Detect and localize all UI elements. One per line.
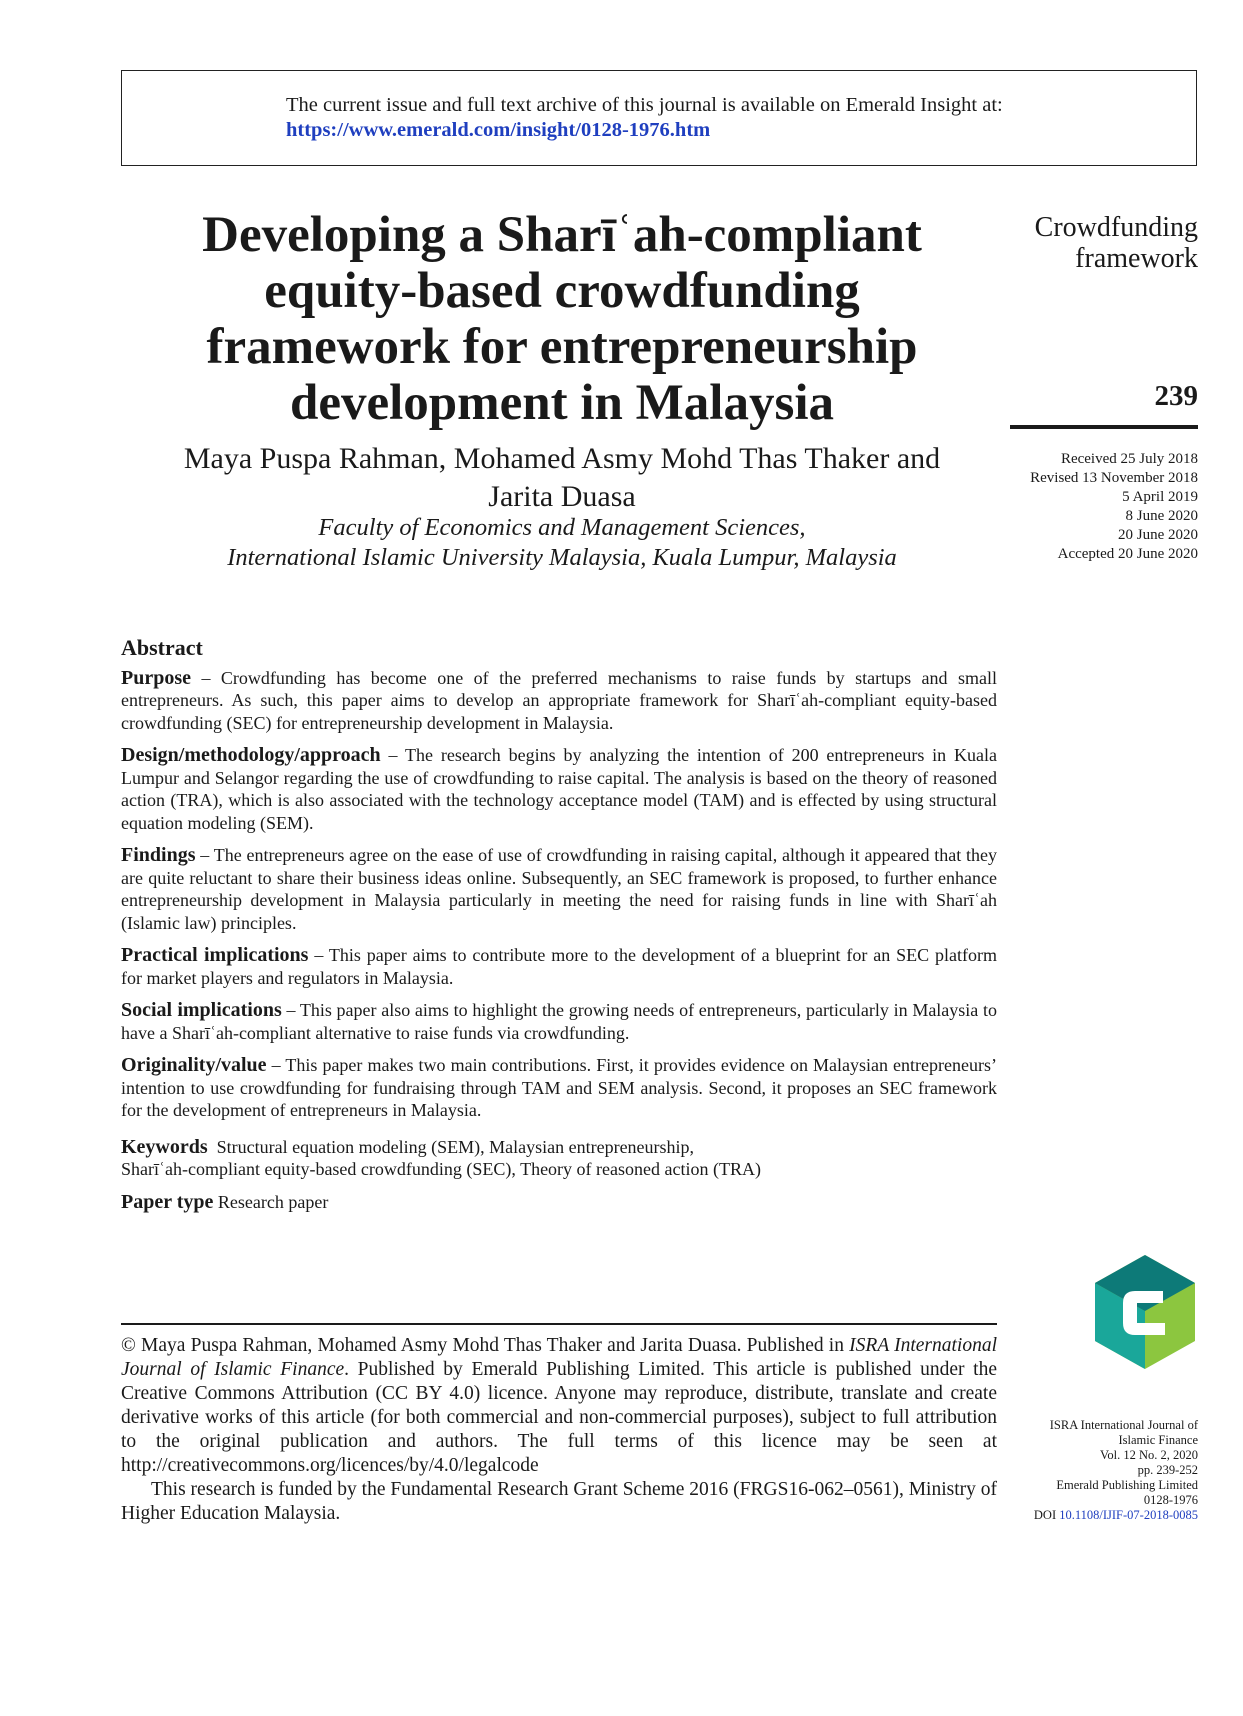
journal-name-italic: ISRA International Journal of Islamic Finance [121,1335,997,1380]
keywords-label: Keywords [121,1135,208,1158]
keywords [121,1136,997,1181]
header-box [121,70,1197,166]
history-dates [960,450,1198,564]
section-text: – This paper aims to contribute more to the development of a blueprint for an SEC platform for market players and regulators in Malaysia. [121,945,997,988]
keywords-line: Structural equation modeling (SEM), Malaysian entrepreneurship, [216,1136,695,1157]
authors-line: Jarita Duasa [488,480,636,513]
article-title [122,207,1002,431]
title-line: equity-based crowdfunding [264,263,860,319]
abstract-findings [121,844,997,934]
abstract-practical [121,944,997,989]
journal-publisher: Emerald Publishing Limited [1056,1478,1198,1492]
abstract-design [121,744,997,834]
section-text: – This paper also aims to highlight the growing needs of entrepreneurs, particularly in Malaysia to have a Sharīʿah-compliant alternative to raise funds via crowdfunding. [121,1000,997,1043]
section-label: Design/methodology/approach [121,744,381,766]
journal-issn: 0128-1976 [1143,1493,1198,1507]
section-text: – This paper makes two main contributions. First, it provides evidence on Malaysian entrepreneurs’ intention to use crowdfunding for fundraising through TAM and SEM analysis. Second, it proposes an SEC framework for the development of entrepreneurs in Malaysia. [121,1055,997,1120]
journal-volume: Vol. 12 No. 2, 2020 [1099,1448,1198,1462]
abstract-purpose [121,667,997,735]
funding-note: This research is funded by the Fundamental Research Grant Scheme 2016 (FRGS16-062–0561), Ministry of Higher Education Malaysia. [121,1479,997,1524]
journal-info [960,1418,1198,1523]
affiliation-line: Faculty of Economics and Management Sciences, [318,514,806,541]
emerald-crossref-logo [1093,1253,1197,1371]
section-text: – Crowdfunding has become one of the preferred mechanisms to raise funds by startups and small entrepreneurs. As such, this paper aims to develop an appropriate framework for Sharīʿah-compliant equity-based crowdfunding (SEC) for entrepreneurship development in Malaysia. [121,667,997,733]
section-label: Social implications [121,999,282,1021]
running-head-line: framework [1075,243,1198,274]
page-number: 239 [1154,380,1198,412]
margin-rule [1010,425,1198,429]
copyright-text: . Published by Emerald Publishing Limited. This article is published under the Creative Commons Attribution (CC BY 4.0) licence. Anyone may reproduce, distribute, translate and create derivative works of this article (for both commercial and non-commercial purposes), subject to full attribution to the original publication and authors. The full terms of this licence may be seen at http://creativecommons.org/licences/by/4.0/legalcode [121,1359,998,1476]
header-journal-link[interactable]: https://www.emerald.com/insight/0128-1976.htm [286,119,711,141]
section-text: – The research begins by analyzing the intention of 200 entrepreneurs in Kuala Lumpur and Selangor regarding the use of crowdfunding to raise capital. The analysis is based on the theory of reasoned action (TRA), which is also associated with the technology acceptance model (TAM) and is effected by using structural equation modeling (SEM). [121,745,997,833]
history-date: Revised 13 November 2018 [1030,470,1198,486]
history-date: 5 April 2019 [1122,489,1198,505]
author-list [122,440,1002,516]
running-head [960,212,1198,274]
journal-pages: pp. 239-252 [1137,1463,1198,1477]
authors-line: Maya Puspa Rahman, Mohamed Asmy Mohd Thas Thaker and [183,442,941,475]
history-date: Accepted 20 June 2020 [1057,546,1198,562]
doi-label: DOI [1033,1508,1060,1522]
affiliation [122,513,1002,573]
title-line: framework for entrepreneurship [206,319,918,375]
abstract-social [121,999,997,1044]
copyright-notice [121,1334,997,1478]
running-head-line: Crowdfunding [1034,212,1198,243]
paper-type-label: Paper type [121,1190,214,1213]
abstract-heading: Abstract [121,635,203,660]
paper-type [121,1191,997,1214]
journal-name: ISRA International Journal of [1049,1418,1198,1432]
section-label: Practical implications [121,944,309,966]
copyright-text: © Maya Puspa Rahman, Mohamed Asmy Mohd Thas Thaker and Jarita Duasa. Published in [121,1335,850,1356]
header-archive-text: The current issue and full text archive of this journal is available on Emerald Insight at: [286,94,1003,116]
history-date: Received 25 July 2018 [1060,451,1198,467]
footnote-rule [121,1323,997,1325]
footnote [121,1334,997,1526]
title-line: development in Malaysia [290,375,834,431]
affiliation-line: International Islamic University Malaysia, Kuala Lumpur, Malaysia [227,544,897,571]
history-date: 20 June 2020 [1118,527,1198,543]
abstract-originality [121,1054,997,1122]
section-label: Purpose [121,666,191,689]
section-label: Findings [121,844,196,866]
title-line: Developing a Sharīʿah-compliant [202,207,922,263]
doi-link[interactable]: 10.1108/IJIF-07-2018-0085 [1059,1508,1198,1522]
section-text: – The entrepreneurs agree on the ease of use of crowdfunding in raising capital, although it appeared that they are quite reluctant to share their business ideas online. Subsequently, an SEC framework is proposed, to further enhance entrepreneurship development in Malaysia particularly in meeting the need for raising funds in line with Sharīʿah (Islamic law) principles. [121,845,997,933]
paper-type-value: Research paper [213,1191,329,1212]
journal-doi [960,1508,1198,1523]
history-date: 8 June 2020 [1125,508,1198,524]
abstract [121,637,997,1213]
journal-name: Islamic Finance [1118,1433,1198,1447]
keywords-line: Sharīʿah-compliant equity-based crowdfunding (SEC), Theory of reasoned action (TRA) [121,1159,761,1179]
section-label: Originality/value [121,1054,267,1076]
